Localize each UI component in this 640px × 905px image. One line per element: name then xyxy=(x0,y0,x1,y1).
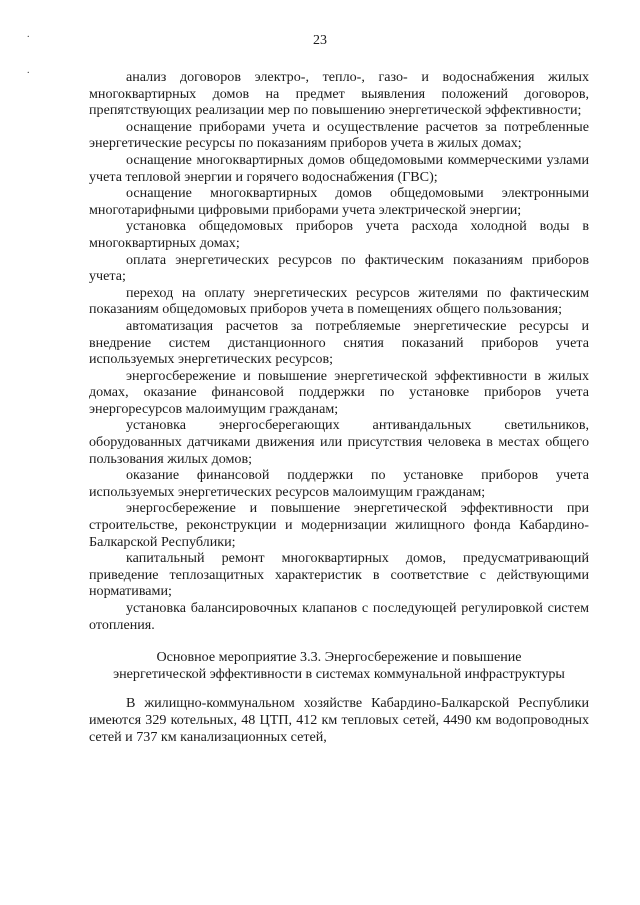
margin-mark: . xyxy=(27,29,30,40)
list-item: анализ договоров электро-, тепло-, газо- и водоснабжения жилых многоквартирных домов на предмет выявления положений договоров, препятствующих реализации мер по повышению энергетической эффективности; xyxy=(89,69,589,119)
list-item: энергосбережение и повышение энергетической эффективности в жилых домах, оказание финансовой поддержки по установке приборов учета энергоресурсов малоимущим гражданам; xyxy=(89,367,589,417)
page-number: 23 xyxy=(313,33,327,48)
list-item: оснащение многоквартирных домов общедомовыми электронными многотарифными цифровыми приборами учета электрической энергии; xyxy=(89,185,589,218)
section-heading-line: Основное мероприятие 3.3. Энергосбережение и повышение xyxy=(156,649,522,666)
list-item: оснащение многоквартирных домов общедомовыми коммерческими узлами учета тепловой энергии и горячего водоснабжения (ГВС); xyxy=(89,151,589,185)
list-item: энергосбережение и повышение энергетической эффективности при строительстве, реконструкции и модернизации жилищного фонда Кабардино-Балкарской Республики; xyxy=(89,500,589,550)
section-heading xyxy=(89,649,589,682)
list-item: автоматизация расчетов за потребляемые энергетические ресурсы и внедрение систем дистанционного снятия показаний приборов учета используемых энергетических ресурсов; xyxy=(89,317,589,368)
list-item: капитальный ремонт многоквартирных домов, предусматривающий приведение теплозащитных характеристик в соответствие с действующими нормативами; xyxy=(89,550,589,600)
body-paragraph: В жилищно-коммунальном хозяйстве Кабардино-Балкарской Республики имеются 329 котельных, 48 ЦТП, 412 км тепловых сетей, 4490 км водопроводных сетей и 737 км канализационных сетей, xyxy=(89,695,589,745)
list-item: установка балансировочных клапанов с последующей регулировкой систем отопления. xyxy=(89,600,589,633)
list-item: переход на оплату энергетических ресурсов жителями по фактическим показаниям общедомовых приборов учета в помещениях общего пользования; xyxy=(89,284,589,318)
section-heading-line: энергетической эффективности в системах коммунальной инфраструктуры xyxy=(113,665,565,682)
list-item: установка общедомовых приборов учета расхода холодной воды в многоквартирных домах; xyxy=(89,218,589,251)
list-item: оснащение приборами учета и осуществление расчетов за потребленные энергетические ресурсы по показаниям приборов учета в жилых домах; xyxy=(89,118,589,152)
margin-mark: . xyxy=(27,65,30,76)
body-text xyxy=(89,69,589,745)
list-item: оказание финансовой поддержки по установке приборов учета используемых энергетических ресурсов малоимущим гражданам; xyxy=(89,467,589,500)
list-item: оплата энергетических ресурсов по фактическим показаниям приборов учета; xyxy=(89,251,589,285)
list-item: установка энергосберегающих антивандальных светильников, оборудованных датчиками движения или присутствия человека в местах общего пользования жилых домов; xyxy=(89,417,589,467)
